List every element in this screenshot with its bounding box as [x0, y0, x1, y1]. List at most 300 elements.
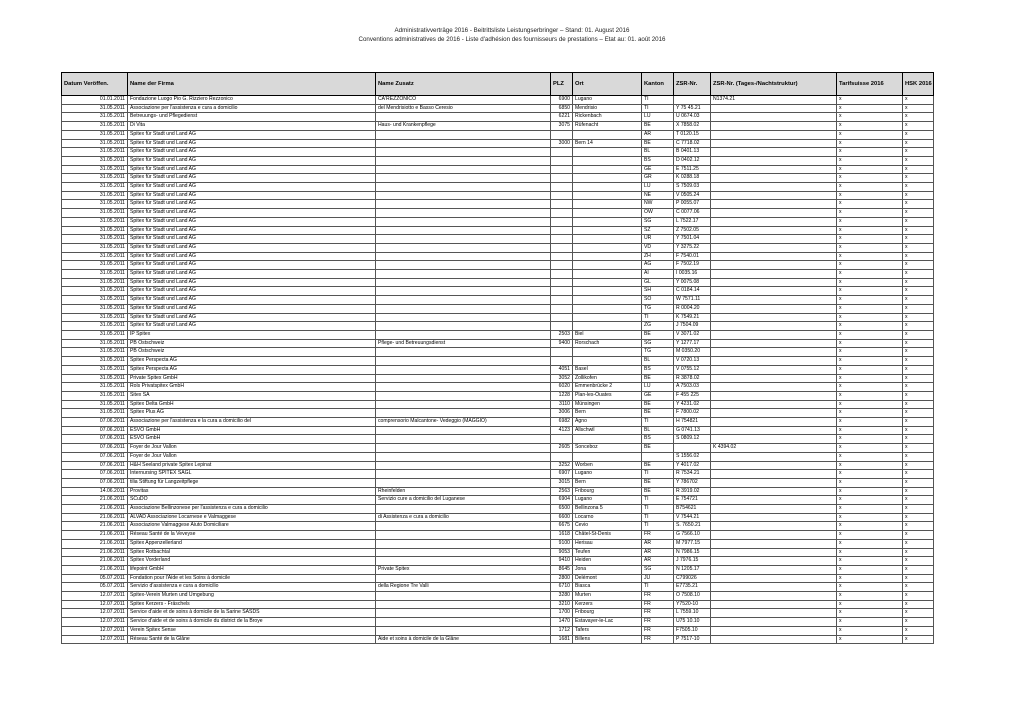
cell-zsr-nr: E 754721 — [674, 496, 711, 505]
cell-kanton: FR — [642, 592, 674, 601]
cell-plz — [551, 278, 573, 287]
cell-datum: 05.07.2011 — [62, 583, 128, 592]
cell-name-zusatz — [376, 322, 551, 331]
cell-hsk: x — [903, 470, 934, 479]
table-row — [62, 383, 934, 392]
cell-zsr-nr: C 0184.14 — [674, 287, 711, 296]
cell-name-firma: Betreuungs- und Pflegedienst — [128, 113, 376, 122]
cell-zsr-tages-nacht — [711, 209, 837, 218]
table-row — [62, 583, 934, 592]
cell-zsr-nr: S 0809.12 — [674, 435, 711, 444]
cell-kanton: BE — [642, 400, 674, 409]
table-row — [62, 487, 934, 496]
cell-tarifsuisse: x — [837, 418, 903, 427]
cell-name-firma: lifepoint GmbH — [128, 565, 376, 574]
table-row — [62, 539, 934, 548]
cell-zsr-tages-nacht — [711, 452, 837, 461]
cell-datum: 31.05.2011 — [62, 139, 128, 148]
cell-tarifsuisse: x — [837, 200, 903, 209]
table-row — [62, 104, 934, 113]
cell-tarifsuisse: x — [837, 513, 903, 522]
cell-name-firma: Spitex Kerzers - Fräschels — [128, 600, 376, 609]
cell-zsr-tages-nacht — [711, 191, 837, 200]
cell-kanton: BL — [642, 148, 674, 157]
cell-plz: 4051 — [551, 365, 573, 374]
cell-name-firma: Spitex Perspecta AG — [128, 357, 376, 366]
cell-ort — [573, 130, 642, 139]
cell-name-firma: PB Ostschweiz — [128, 339, 376, 348]
cell-ort: Allschwil — [573, 426, 642, 435]
cell-tarifsuisse: x — [837, 348, 903, 357]
cell-name-zusatz — [376, 592, 551, 601]
cell-plz: 3252 — [551, 461, 573, 470]
cell-zsr-tages-nacht — [711, 122, 837, 131]
cell-kanton: NW — [642, 200, 674, 209]
cell-datum: 31.05.2011 — [62, 400, 128, 409]
cell-kanton: TI — [642, 418, 674, 427]
table-row — [62, 148, 934, 157]
cell-name-firma: H&H Seeland private Spitex Lepinat — [128, 461, 376, 470]
cell-datum: 07.06.2011 — [62, 478, 128, 487]
cell-tarifsuisse: x — [837, 235, 903, 244]
cell-name-zusatz: Private Spitex — [376, 565, 551, 574]
cell-datum: 31.05.2011 — [62, 122, 128, 131]
cell-zsr-tages-nacht — [711, 104, 837, 113]
cell-plz: 2605 — [551, 444, 573, 453]
cell-tarifsuisse: x — [837, 130, 903, 139]
cell-tarifsuisse: x — [837, 322, 903, 331]
cell-ort — [573, 226, 642, 235]
cell-zsr-tages-nacht — [711, 539, 837, 548]
cell-datum: 31.05.2011 — [62, 296, 128, 305]
cell-datum: 31.05.2011 — [62, 148, 128, 157]
cell-name-firma: Spitex für Stadt und Land AG — [128, 183, 376, 192]
cell-zsr-tages-nacht — [711, 322, 837, 331]
cell-ort: Mendrisio — [573, 104, 642, 113]
cell-name-firma: Rols Privatspitex GmbH — [128, 383, 376, 392]
table-row — [62, 435, 934, 444]
cell-plz: 1618 — [551, 531, 573, 540]
cell-kanton — [642, 452, 674, 461]
cell-hsk: x — [903, 409, 934, 418]
cell-tarifsuisse: x — [837, 557, 903, 566]
header-kanton: Kanton — [642, 73, 674, 96]
cell-datum: 31.05.2011 — [62, 383, 128, 392]
cell-ort: Zollikofen — [573, 374, 642, 383]
cell-tarifsuisse: x — [837, 139, 903, 148]
cell-plz: 3110 — [551, 400, 573, 409]
cell-ort — [573, 287, 642, 296]
cell-plz: 9100 — [551, 539, 573, 548]
cell-ort: Rorschach — [573, 339, 642, 348]
cell-hsk: x — [903, 574, 934, 583]
cell-tarifsuisse: x — [837, 592, 903, 601]
cell-hsk: x — [903, 191, 934, 200]
cell-name-zusatz — [376, 261, 551, 270]
table-row — [62, 200, 934, 209]
table-row — [62, 322, 934, 331]
cell-plz — [551, 452, 573, 461]
table-row — [62, 409, 934, 418]
cell-tarifsuisse: x — [837, 365, 903, 374]
cell-ort — [573, 296, 642, 305]
cell-kanton: TI — [642, 496, 674, 505]
table-row — [62, 618, 934, 627]
cell-hsk: x — [903, 626, 934, 635]
cell-ort — [573, 357, 642, 366]
cell-zsr-tages-nacht — [711, 531, 837, 540]
cell-name-zusatz — [376, 313, 551, 322]
cell-plz: 6850 — [551, 104, 573, 113]
cell-datum: 31.05.2011 — [62, 191, 128, 200]
cell-hsk: x — [903, 391, 934, 400]
cell-name-zusatz — [376, 357, 551, 366]
cell-hsk: x — [903, 635, 934, 644]
cell-kanton: GL — [642, 278, 674, 287]
cell-tarifsuisse: x — [837, 209, 903, 218]
header-tarifsuisse: Tarifsuisse 2016 — [837, 73, 903, 96]
cell-kanton: GR — [642, 174, 674, 183]
cell-plz: 6900 — [551, 96, 573, 105]
cell-zsr-tages-nacht — [711, 287, 837, 296]
cell-zsr-tages-nacht — [711, 226, 837, 235]
cell-hsk: x — [903, 217, 934, 226]
cell-kanton: GE — [642, 165, 674, 174]
table-row — [62, 209, 934, 218]
cell-zsr-tages-nacht — [711, 278, 837, 287]
cell-zsr-tages-nacht — [711, 557, 837, 566]
cell-zsr-tages-nacht — [711, 496, 837, 505]
cell-name-zusatz — [376, 505, 551, 514]
cell-hsk: x — [903, 496, 934, 505]
cell-kanton: AG — [642, 261, 674, 270]
cell-datum: 31.05.2011 — [62, 217, 128, 226]
table-row — [62, 548, 934, 557]
cell-plz — [551, 165, 573, 174]
cell-hsk: x — [903, 348, 934, 357]
cell-ort — [573, 261, 642, 270]
cell-zsr-nr: F 455 225 — [674, 391, 711, 400]
cell-zsr-tages-nacht — [711, 574, 837, 583]
table-row — [62, 522, 934, 531]
cell-ort: Estavayer-le-Lac — [573, 618, 642, 627]
cell-name-zusatz — [376, 452, 551, 461]
cell-kanton: BE — [642, 122, 674, 131]
cell-zsr-tages-nacht — [711, 113, 837, 122]
cell-zsr-nr: N 1205.17 — [674, 565, 711, 574]
cell-zsr-nr: V 0720.13 — [674, 357, 711, 366]
cell-plz — [551, 296, 573, 305]
cell-datum: 31.05.2011 — [62, 287, 128, 296]
cell-datum: 31.05.2011 — [62, 261, 128, 270]
cell-kanton: BE — [642, 139, 674, 148]
cell-hsk: x — [903, 174, 934, 183]
cell-zsr-tages-nacht — [711, 435, 837, 444]
cell-zsr-nr: Y 1277.17 — [674, 339, 711, 348]
cell-name-zusatz — [376, 444, 551, 453]
cell-name-zusatz: Servizio cure a domicilio del Luganese — [376, 496, 551, 505]
cell-name-zusatz — [376, 574, 551, 583]
cell-tarifsuisse: x — [837, 313, 903, 322]
cell-plz — [551, 252, 573, 261]
cell-kanton: FR — [642, 531, 674, 540]
cell-kanton: JU — [642, 574, 674, 583]
cell-name-firma: Fondazione Luogo Pio G. Rizziero Rezzonico — [128, 96, 376, 105]
cell-hsk: x — [903, 313, 934, 322]
cell-tarifsuisse: x — [837, 426, 903, 435]
cell-datum: 07.06.2011 — [62, 418, 128, 427]
cell-kanton: TI — [642, 513, 674, 522]
cell-ort: Herisau — [573, 539, 642, 548]
cell-name-zusatz: Rheinfelden — [376, 487, 551, 496]
cell-datum: 31.05.2011 — [62, 357, 128, 366]
cell-name-zusatz — [376, 287, 551, 296]
table-row — [62, 452, 934, 461]
cell-zsr-tages-nacht — [711, 139, 837, 148]
cell-kanton: AR — [642, 130, 674, 139]
cell-plz: 1470 — [551, 618, 573, 627]
cell-hsk: x — [903, 165, 934, 174]
cell-name-zusatz — [376, 252, 551, 261]
cell-name-firma: Spitex Vorderland — [128, 557, 376, 566]
cell-hsk: x — [903, 435, 934, 444]
header-hsk: HSK 2016 — [903, 73, 934, 96]
cell-ort — [573, 243, 642, 252]
cell-kanton: FR — [642, 600, 674, 609]
cell-tarifsuisse: x — [837, 583, 903, 592]
cell-hsk: x — [903, 365, 934, 374]
cell-ort: Cevio — [573, 522, 642, 531]
cell-name-firma: Spitex Plus AG — [128, 409, 376, 418]
cell-tarifsuisse: x — [837, 461, 903, 470]
cell-tarifsuisse: x — [837, 287, 903, 296]
cell-tarifsuisse: x — [837, 470, 903, 479]
cell-name-firma: Provitas — [128, 487, 376, 496]
cell-name-zusatz — [376, 217, 551, 226]
cell-zsr-nr: C 0077.06 — [674, 209, 711, 218]
cell-hsk: x — [903, 270, 934, 279]
cell-kanton: AR — [642, 548, 674, 557]
cell-hsk: x — [903, 539, 934, 548]
cell-tarifsuisse: x — [837, 531, 903, 540]
cell-ort: Rickenbach — [573, 113, 642, 122]
cell-tarifsuisse: x — [837, 565, 903, 574]
cell-ort: Münsingen — [573, 400, 642, 409]
cell-ort: Bern — [573, 409, 642, 418]
cell-tarifsuisse: x — [837, 478, 903, 487]
table-row — [62, 592, 934, 601]
table-row — [62, 470, 934, 479]
cell-kanton: BE — [642, 487, 674, 496]
cell-ort — [573, 174, 642, 183]
table-row — [62, 600, 934, 609]
table-row — [62, 243, 934, 252]
cell-kanton: FR — [642, 635, 674, 644]
cell-name-zusatz — [376, 165, 551, 174]
cell-hsk: x — [903, 287, 934, 296]
cell-name-firma: Internursing SPITEX SAGL — [128, 470, 376, 479]
cell-plz — [551, 130, 573, 139]
cell-name-firma: tilia Stiftung für Langzeitpflege — [128, 478, 376, 487]
cell-zsr-tages-nacht — [711, 304, 837, 313]
cell-kanton: SG — [642, 565, 674, 574]
cell-datum: 31.05.2011 — [62, 304, 128, 313]
cell-plz — [551, 348, 573, 357]
cell-datum: 31.05.2011 — [62, 104, 128, 113]
cell-tarifsuisse: x — [837, 400, 903, 409]
cell-hsk: x — [903, 600, 934, 609]
cell-hsk: x — [903, 505, 934, 514]
cell-plz: 1681 — [551, 635, 573, 644]
cell-hsk: x — [903, 261, 934, 270]
cell-plz: 3015 — [551, 478, 573, 487]
cell-kanton: LU — [642, 383, 674, 392]
cell-tarifsuisse: x — [837, 435, 903, 444]
cell-name-zusatz — [376, 539, 551, 548]
cell-tarifsuisse: x — [837, 226, 903, 235]
cell-tarifsuisse: x — [837, 270, 903, 279]
cell-ort: Murten — [573, 592, 642, 601]
cell-zsr-nr: S 7509.03 — [674, 183, 711, 192]
cell-ort: Basel — [573, 365, 642, 374]
table-row — [62, 113, 934, 122]
cell-zsr-nr: O 7508.10 — [674, 592, 711, 601]
cell-zsr-tages-nacht — [711, 330, 837, 339]
cell-name-zusatz — [376, 191, 551, 200]
cell-datum: 21.06.2011 — [62, 565, 128, 574]
cell-name-firma: Spitex für Stadt und Land AG — [128, 217, 376, 226]
cell-tarifsuisse: x — [837, 183, 903, 192]
cell-name-firma: Spitex Perspecta AG — [128, 365, 376, 374]
cell-name-firma: Spitex für Stadt und Land AG — [128, 200, 376, 209]
table-row — [62, 156, 934, 165]
cell-ort: Lugano — [573, 96, 642, 105]
cell-tarifsuisse: x — [837, 165, 903, 174]
cell-zsr-tages-nacht — [711, 487, 837, 496]
table-row — [62, 565, 934, 574]
cell-tarifsuisse: x — [837, 191, 903, 200]
cell-hsk: x — [903, 565, 934, 574]
cell-zsr-nr: Y 0075.08 — [674, 278, 711, 287]
cell-zsr-nr — [674, 444, 711, 453]
cell-kanton: FR — [642, 626, 674, 635]
cell-name-firma: Servizio d'assistenza e cura a domicilio — [128, 583, 376, 592]
cell-zsr-nr: F7505.10 — [674, 626, 711, 635]
cell-zsr-tages-nacht — [711, 426, 837, 435]
cell-tarifsuisse: x — [837, 383, 903, 392]
table-row — [62, 287, 934, 296]
cell-zsr-nr: B754621 — [674, 505, 711, 514]
cell-hsk: x — [903, 235, 934, 244]
cell-zsr-nr: M 7977.15 — [674, 539, 711, 548]
cell-name-zusatz — [376, 200, 551, 209]
cell-plz — [551, 191, 573, 200]
table-row — [62, 122, 934, 131]
table-row — [62, 496, 934, 505]
cell-name-zusatz — [376, 174, 551, 183]
table-row — [62, 609, 934, 618]
cell-name-zusatz: di Assistenza e cura a domicilio — [376, 513, 551, 522]
cell-plz — [551, 261, 573, 270]
cell-zsr-nr: J 7976.15 — [674, 557, 711, 566]
cell-datum: 12.07.2011 — [62, 592, 128, 601]
cell-ort: Bern 14 — [573, 139, 642, 148]
cell-name-zusatz — [376, 374, 551, 383]
table-header-row — [62, 73, 934, 96]
cell-datum: 07.06.2011 — [62, 435, 128, 444]
cell-name-zusatz — [376, 226, 551, 235]
cell-name-zusatz — [376, 618, 551, 627]
cell-zsr-tages-nacht — [711, 609, 837, 618]
cell-name-zusatz — [376, 235, 551, 244]
cell-ort — [573, 148, 642, 157]
table-row — [62, 261, 934, 270]
cell-zsr-tages-nacht — [711, 461, 837, 470]
cell-zsr-nr: U 0674.03 — [674, 113, 711, 122]
table-row — [62, 139, 934, 148]
table-row — [62, 191, 934, 200]
cell-tarifsuisse: x — [837, 574, 903, 583]
cell-ort: Teufen — [573, 548, 642, 557]
table-row — [62, 96, 934, 105]
cell-name-firma: Spitex für Stadt und Land AG — [128, 322, 376, 331]
table-row — [62, 557, 934, 566]
cell-datum: 21.06.2011 — [62, 522, 128, 531]
cell-zsr-tages-nacht — [711, 165, 837, 174]
cell-zsr-tages-nacht — [711, 418, 837, 427]
cell-datum: 07.06.2011 — [62, 452, 128, 461]
cell-tarifsuisse: x — [837, 496, 903, 505]
cell-name-zusatz — [376, 296, 551, 305]
table-row — [62, 635, 934, 644]
cell-hsk: x — [903, 183, 934, 192]
cell-zsr-tages-nacht — [711, 156, 837, 165]
cell-plz — [551, 357, 573, 366]
cell-name-zusatz — [376, 435, 551, 444]
cell-tarifsuisse: x — [837, 113, 903, 122]
cell-zsr-nr: V 7544.21 — [674, 513, 711, 522]
cell-tarifsuisse: x — [837, 278, 903, 287]
cell-name-firma: ALVAD Associazione Locarnese e Valmaggese — [128, 513, 376, 522]
cell-kanton: SG — [642, 339, 674, 348]
cell-ort: Kerzers — [573, 600, 642, 609]
cell-zsr-tages-nacht — [711, 548, 837, 557]
cell-hsk: x — [903, 139, 934, 148]
cell-ort: Billens — [573, 635, 642, 644]
cell-ort: Bellinzona 5 — [573, 505, 642, 514]
cell-datum: 31.05.2011 — [62, 391, 128, 400]
cell-datum: 01.01.2011 — [62, 96, 128, 105]
cell-ort — [573, 191, 642, 200]
cell-name-zusatz: Haus- und Krankenpflege — [376, 122, 551, 131]
cell-hsk: x — [903, 148, 934, 157]
table-row — [62, 418, 934, 427]
cell-plz — [551, 313, 573, 322]
cell-kanton: BE — [642, 461, 674, 470]
cell-kanton: FR — [642, 618, 674, 627]
cell-name-firma: Spitex für Stadt und Land AG — [128, 235, 376, 244]
cell-zsr-tages-nacht — [711, 409, 837, 418]
cell-name-firma: Di Vita — [128, 122, 376, 131]
cell-name-firma: Spitex für Stadt und Land AG — [128, 156, 376, 165]
cell-zsr-nr: K 0288.18 — [674, 174, 711, 183]
cell-name-firma: Associazione Bellinzonese per l'assistenza e cura a domicilio — [128, 505, 376, 514]
cell-zsr-tages-nacht — [711, 217, 837, 226]
cell-ort: Plan-les-Ouates — [573, 391, 642, 400]
cell-tarifsuisse: x — [837, 296, 903, 305]
cell-datum: 21.06.2011 — [62, 557, 128, 566]
cell-name-zusatz — [376, 461, 551, 470]
